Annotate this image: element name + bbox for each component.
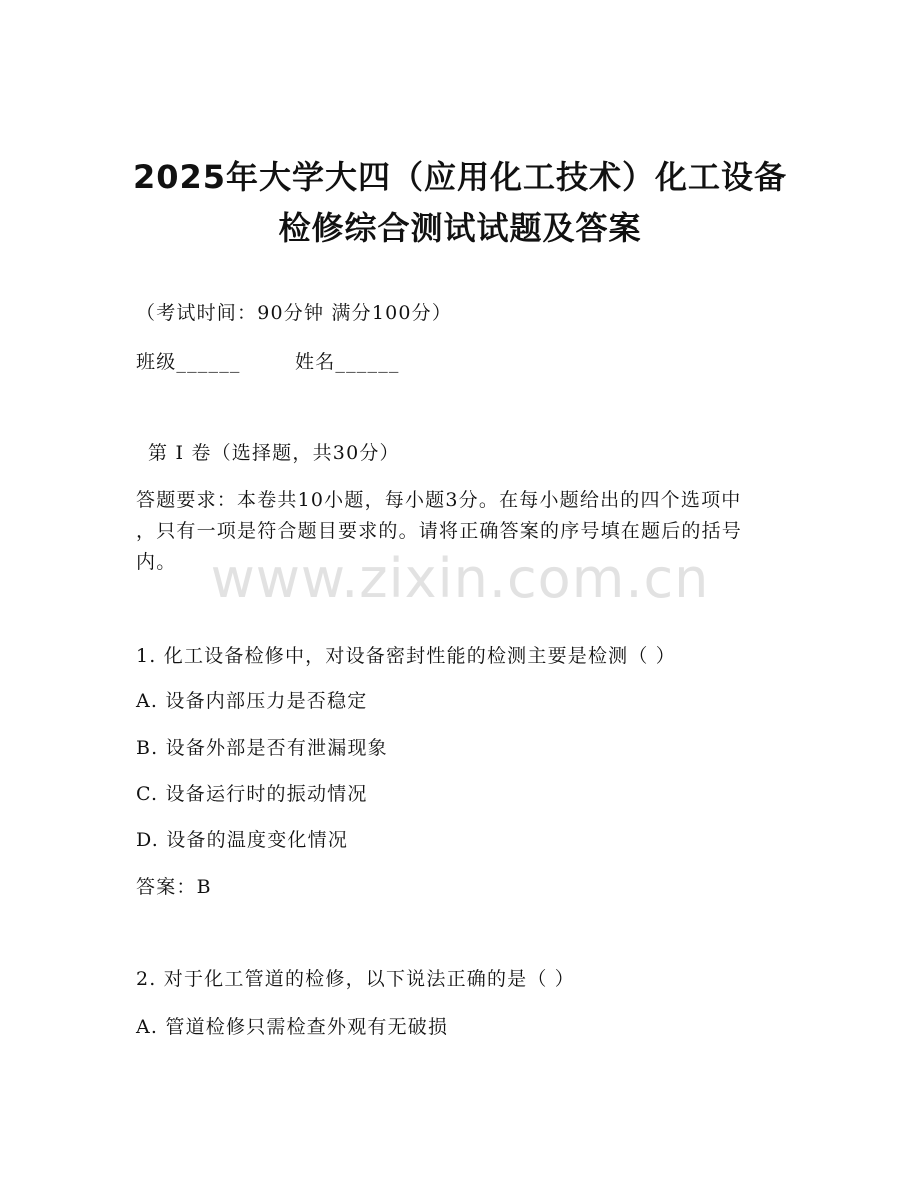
question-1-option-c: C. 设备运行时的振动情况 bbox=[136, 783, 368, 805]
question-1-option-a: A. 设备内部压力是否稳定 bbox=[136, 690, 368, 712]
instructions-line1: 答题要求：本卷共10小题，每小题3分。在每小题给出的四个选项中 bbox=[136, 489, 742, 511]
question-1-option-b: B. 设备外部是否有泄漏现象 bbox=[136, 737, 388, 759]
question-2-stem: 2. 对于化工管道的检修，以下说法正确的是（ ） bbox=[136, 968, 576, 990]
question-1-option-d: D. 设备的温度变化情况 bbox=[136, 829, 349, 851]
name-field: 姓名______ bbox=[295, 351, 400, 373]
document-title-line2: 检修综合测试试题及答案 bbox=[278, 209, 642, 247]
class-field: 班级______ bbox=[136, 351, 241, 373]
section-title: 第 I 卷（选择题，共30分） bbox=[148, 442, 400, 464]
instructions-line2: ，只有一项是符合题目要求的。请将正确答案的序号填在题后的括号 bbox=[136, 520, 743, 542]
question-2-option-a: A. 管道检修只需检查外观有无破损 bbox=[136, 1016, 449, 1038]
question-1-answer: 答案：B bbox=[136, 876, 212, 898]
watermark: www.zixin.com.cn bbox=[210, 547, 710, 610]
instructions-line3: 内。 bbox=[136, 551, 177, 573]
exam-info: （考试时间：90分钟 满分100分） bbox=[136, 302, 453, 324]
question-1-stem: 1. 化工设备检修中，对设备密封性能的检测主要是检测（ ） bbox=[136, 645, 677, 667]
document-title-line1: 2025年大学大四（应用化工技术）化工设备 bbox=[132, 158, 788, 196]
